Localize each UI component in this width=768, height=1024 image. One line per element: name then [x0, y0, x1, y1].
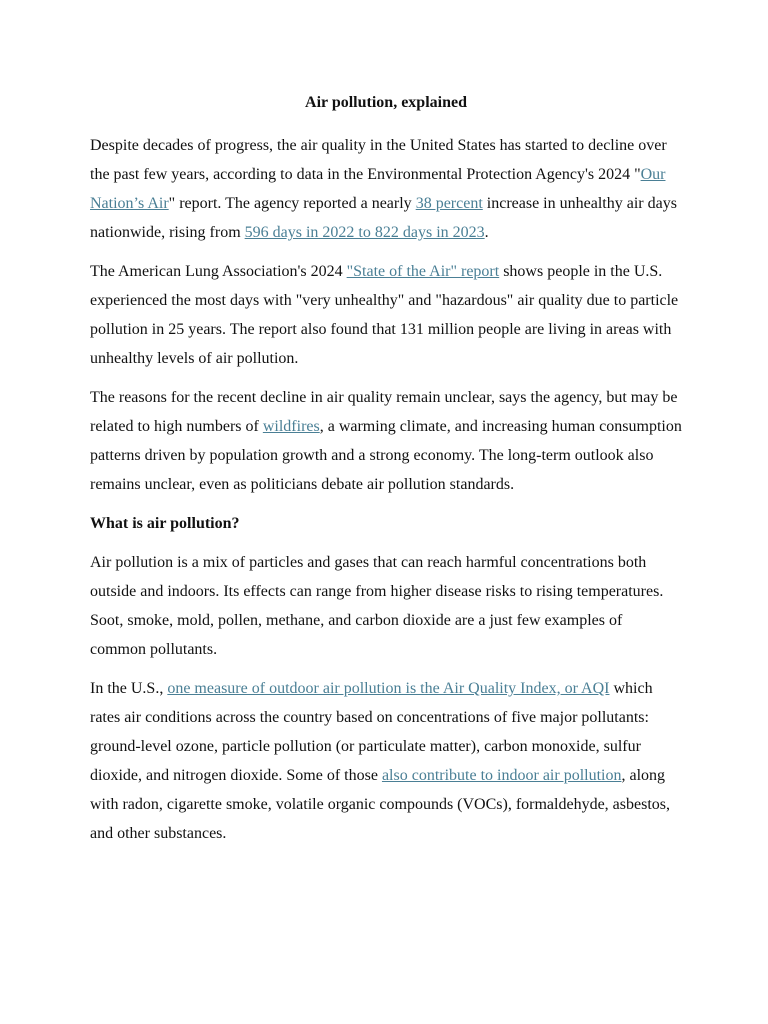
- text-run: shows people in the U.S. experienced the most days with "very unhealthy" and "hazardous" air quality due to particle pollution in 25 years. The report also found that 131 million people are living in areas with unhealthy levels of air pollution.: [90, 263, 679, 367]
- article-title: Air pollution, explained: [305, 94, 467, 111]
- text-run: The American Lung Association's 2024: [90, 263, 347, 280]
- text-run: , a warming climate, and increasing human consumption patterns driven by population growth and a strong economy. The long-term outlook also remains unclear, even as politicians debate air pollution standards.: [90, 418, 682, 493]
- text-run: which rates air conditions across the country based on concentrations of five major pollutants: ground-level ozone, particle pollution (or particulate matter), carbon monoxide, sulfur dioxide, and nitrogen dioxide. Some of those: [90, 680, 653, 784]
- paragraph-reasons: [90, 383, 682, 499]
- text-run: Despite decades of progress, the air quality in the United States has started to decline over the past few years, according to data in the Environmental Protection Agency's 2024 ": [90, 137, 667, 183]
- text-run: The reasons for the recent decline in air quality remain unclear, says the agency, but may be related to high numbers of: [90, 389, 678, 435]
- text-run: .: [484, 224, 489, 241]
- article: [90, 92, 682, 858]
- link-state-of-the-air[interactable]: "State of the Air" report: [346, 263, 500, 280]
- link-unhealthy-days[interactable]: 596 days in 2022 to 822 days in 2023: [244, 224, 485, 241]
- link-our-nations-air[interactable]: Our Nation’s Air: [90, 166, 666, 212]
- paragraph-definition: Air pollution is a mix of particles and gases that can reach harmful concentrations both outside and indoors. Its effects can range from higher disease risks to rising temperatures. Soot, smoke, mold, pollen, methane, and carbon dioxide are a just few examples of common pollutants.: [90, 554, 664, 658]
- text-run: " report. The agency reported a nearly: [168, 195, 416, 212]
- paragraph-epa-report: [90, 131, 682, 247]
- link-38-percent[interactable]: 38 percent: [415, 195, 483, 212]
- subheading-what-is-air-pollution: What is air pollution?: [90, 515, 240, 532]
- link-aqi[interactable]: one measure of outdoor air pollution is the Air Quality Index, or AQI: [167, 680, 610, 697]
- link-wildfires[interactable]: wildfires: [262, 418, 320, 435]
- text-run: In the U.S.,: [90, 680, 168, 697]
- paragraph-aqi: [90, 674, 682, 848]
- paragraph-lung-association: [90, 257, 682, 373]
- link-indoor-air-pollution[interactable]: also contribute to indoor air pollution: [381, 767, 622, 784]
- text-run: increase in unhealthy air days nationwide, rising from: [90, 195, 677, 241]
- text-run: , along with radon, cigarette smoke, volatile organic compounds (VOCs), formaldehyde, asbestos, and other substances.: [90, 767, 671, 842]
